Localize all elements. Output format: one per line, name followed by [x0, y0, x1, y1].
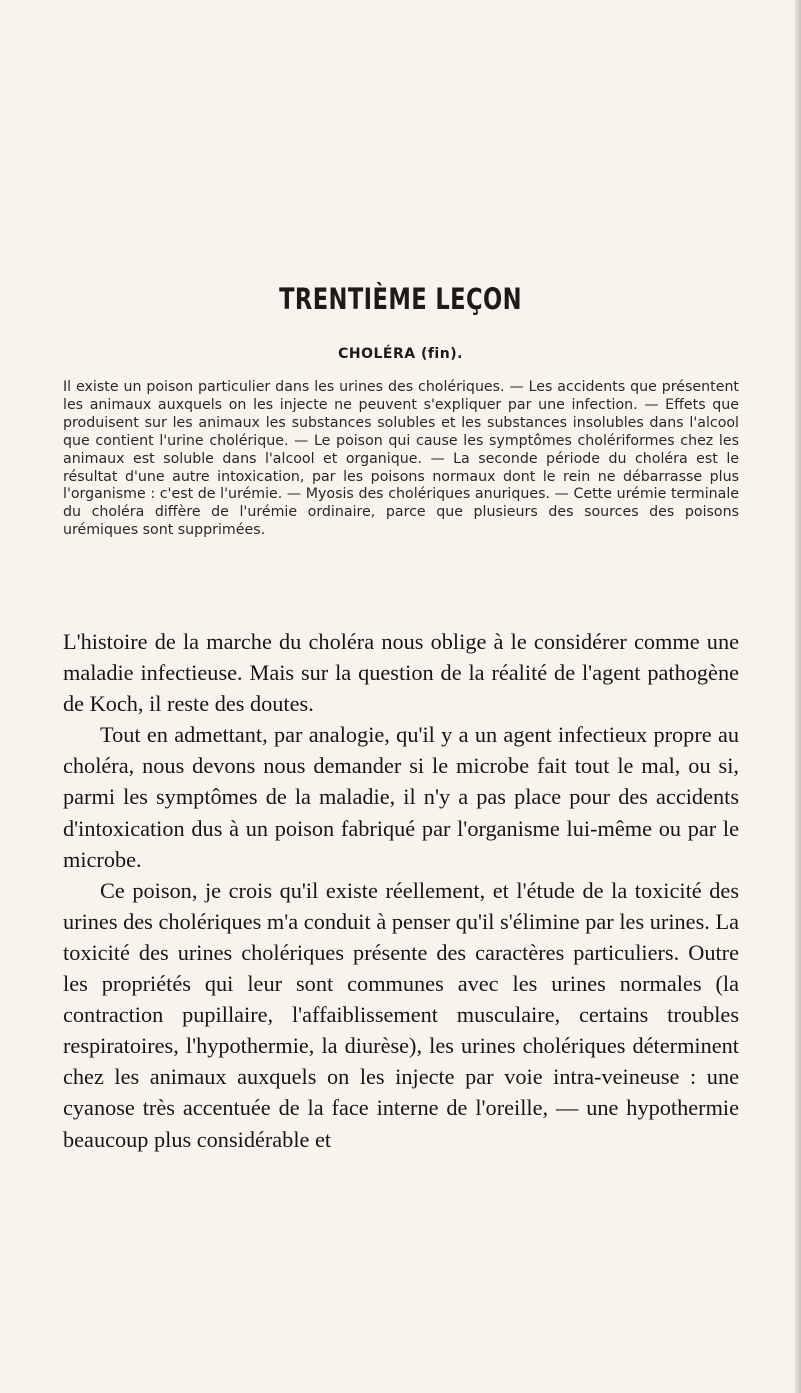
- paragraph: Ce poison, je crois qu'il existe réellement, et l'étude de la toxicité des urines des cholériques m'a conduit à penser qu'il s'élimine par les urines. La toxicité des urines cholériques présente des caractères particuliers. Outre les propriétés qui leur sont communes avec les urines normales (la contraction pupillaire, l'affaiblissement musculaire, certains troubles respiratoires, l'hypothermie, la diurèse), les urines cholériques déterminent chez les animaux auxquels on les injecte par voie intra-veineuse : une cyanose très accentuée de la face interne de l'oreille, — une hypothermie beaucoup plus considérable et: [63, 877, 739, 1152]
- chapter-summary: Il existe un poison particulier dans les urines des cholériques. — Les accidents que présentent les animaux auxquels on les injecte ne peuvent s'expliquer par une infection. — Effets que produisent sur les animaux les substances solubles et les substances insolubles dans l'alcool que contient l'urine cholérique. — Le poison qui cause les symptômes cholériformes chez les animaux est soluble dans l'alcool et organique. — La seconde période du choléra est le résultat d'une autre intoxication, par les poisons normaux dont le rein ne débarrasse plus l'organisme : c'est de l'urémie. — Myosis des cholériques anuriques. — Cette urémie terminale du choléra diffère de l'urémie ordinaire, parce que plusieurs des sources des poisons urémiques sont supprimées.: [63, 379, 739, 539]
- page-edge: [795, 0, 801, 1393]
- chapter-subtitle: CHOLÉRA (fin).: [338, 346, 463, 362]
- lesson-title: TRENTIÈME LEÇON: [279, 282, 522, 316]
- paragraph: Tout en admettant, par analogie, qu'il y a un agent infectieux propre au choléra, nous devons nous demander si le microbe fait tout le mal, ou si, parmi les symptômes de la maladie, il n'y a pas place pour des accidents d'intoxication dus à un poison fabriqué par l'organisme lui-même ou par le microbe.: [63, 722, 739, 872]
- body-text: [63, 626, 739, 1155]
- paragraph: L'histoire de la marche du choléra nous oblige à le considérer comme une maladie infectieuse. Mais sur la question de la réalité de l'agent pathogène de Koch, il reste des doutes.: [63, 629, 739, 717]
